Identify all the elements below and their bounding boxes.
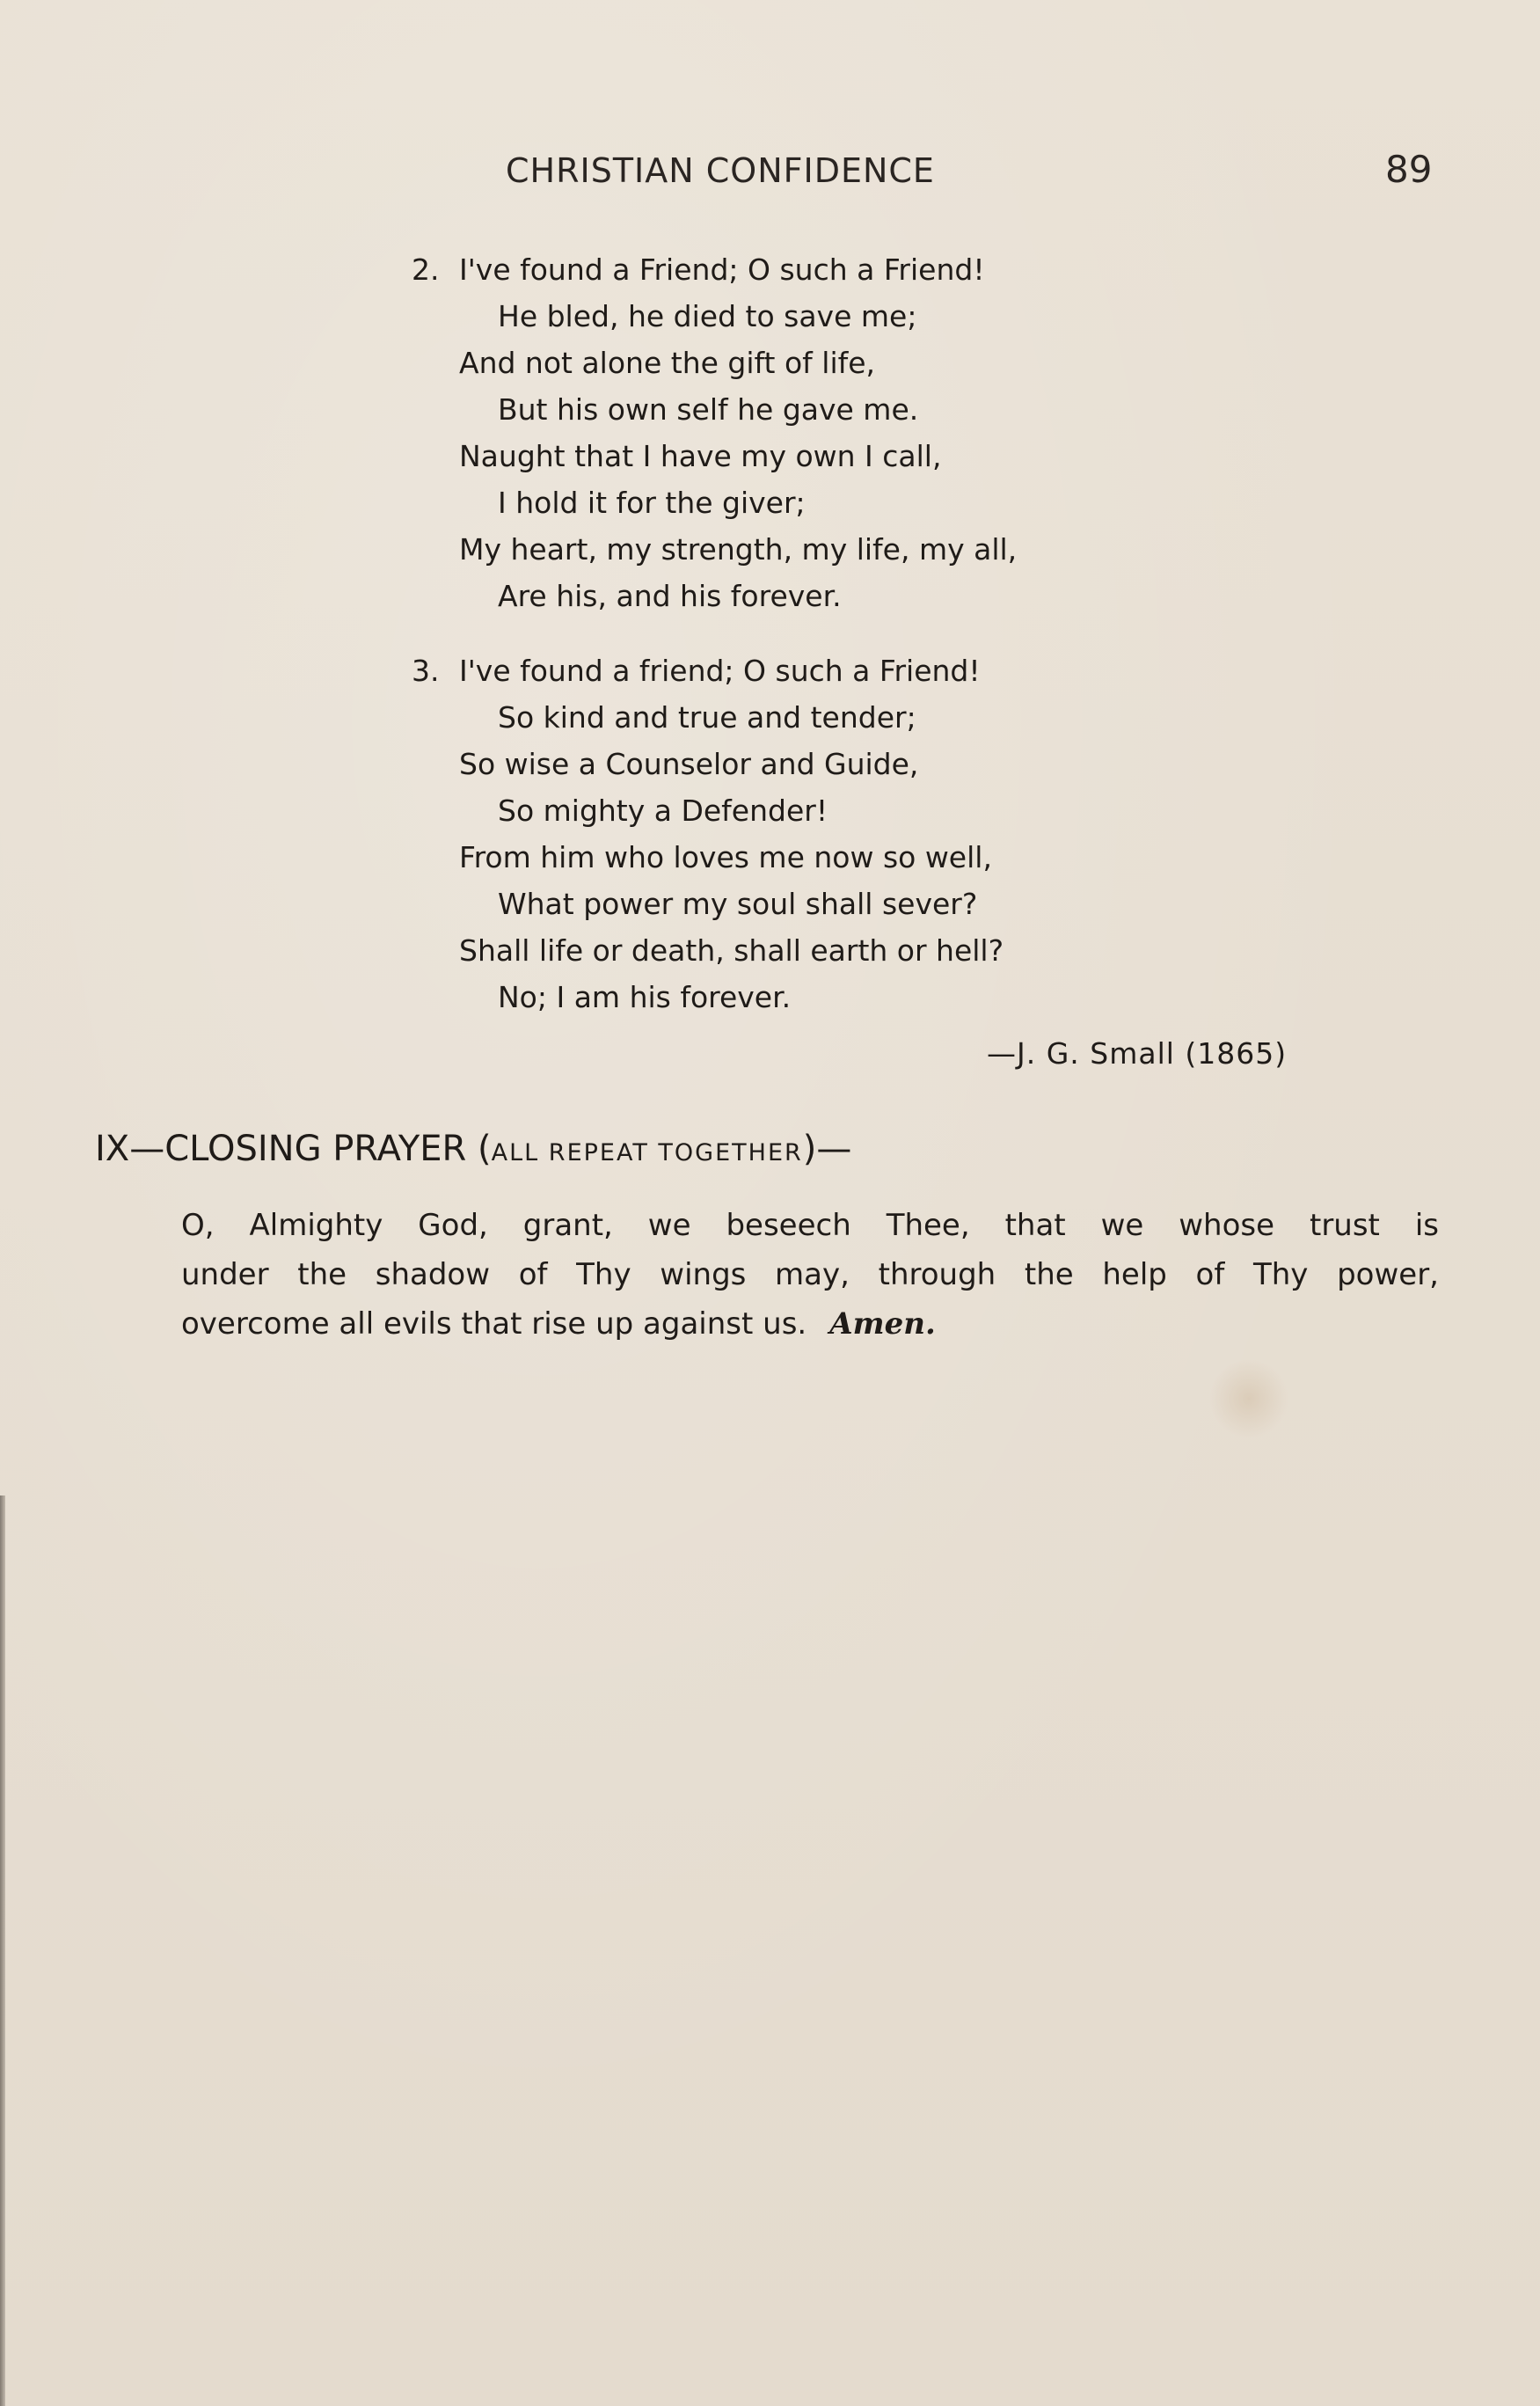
stanza-line: He bled, he died to save me;: [498, 299, 917, 333]
stanza-line: [412, 246, 1017, 293]
amen: Amen.: [829, 1306, 936, 1342]
stanza-line: But his own self he gave me.: [498, 392, 919, 427]
stanza-line: So mighty a Defender!: [498, 793, 828, 828]
closing-prayer: [181, 1201, 1439, 1349]
page-binding-edge: [0, 1496, 5, 2406]
running-title: CHRISTIAN CONFIDENCE: [506, 151, 935, 190]
stanza-line: So wise a Counselor and Guide,: [459, 747, 919, 781]
stanza-number: 3.: [412, 654, 440, 688]
stanza-line: No; I am his forever.: [498, 980, 792, 1014]
section-heading-end: )—: [802, 1129, 852, 1169]
section-heading: [95, 1129, 851, 1169]
paper-stain: [1209, 1359, 1288, 1438]
stanza-line: So kind and true and tender;: [498, 700, 916, 735]
prayer-line-text: overcome all evils that rise up against us.: [181, 1306, 807, 1342]
stanza-line: I hold it for the giver;: [498, 486, 806, 520]
stanza-line: And not alone the gift of life,: [459, 346, 876, 380]
stanza-line: [412, 647, 1004, 694]
stanza-line-text: I've found a Friend; O such a Friend!: [459, 252, 985, 287]
stanza-line: What power my soul shall sever?: [498, 887, 978, 921]
hymn-stanza-3: [412, 647, 1004, 1020]
stanza-line: Naught that I have my own I call,: [459, 439, 942, 473]
stanza-line: Are his, and his forever.: [498, 579, 842, 613]
stanza-line: From him who loves me now so well,: [459, 840, 992, 874]
stanza-line: Shall life or death, shall earth or hell?: [459, 933, 1004, 968]
stanza-line: My heart, my strength, my life, my all,: [459, 532, 1018, 567]
prayer-line: O, Almighty God, grant, we beseech Thee, that we whose trust is: [181, 1208, 1439, 1243]
page-number: 89: [1385, 148, 1433, 191]
hymn-stanza-2: [412, 246, 1017, 619]
prayer-line-last: [181, 1299, 1439, 1349]
hymn-attribution: —J. G. Small (1865): [987, 1036, 1288, 1071]
stanza-line-text: I've found a friend; O such a Friend!: [459, 654, 981, 688]
section-heading-subtitle: ALL REPEAT TOGETHER: [491, 1139, 803, 1166]
stanza-number: 2.: [412, 252, 440, 287]
section-heading-main: IX—CLOSING PRAYER (: [95, 1129, 492, 1169]
prayer-line: under the shadow of Thy wings may, through the help of Thy power,: [181, 1257, 1439, 1292]
